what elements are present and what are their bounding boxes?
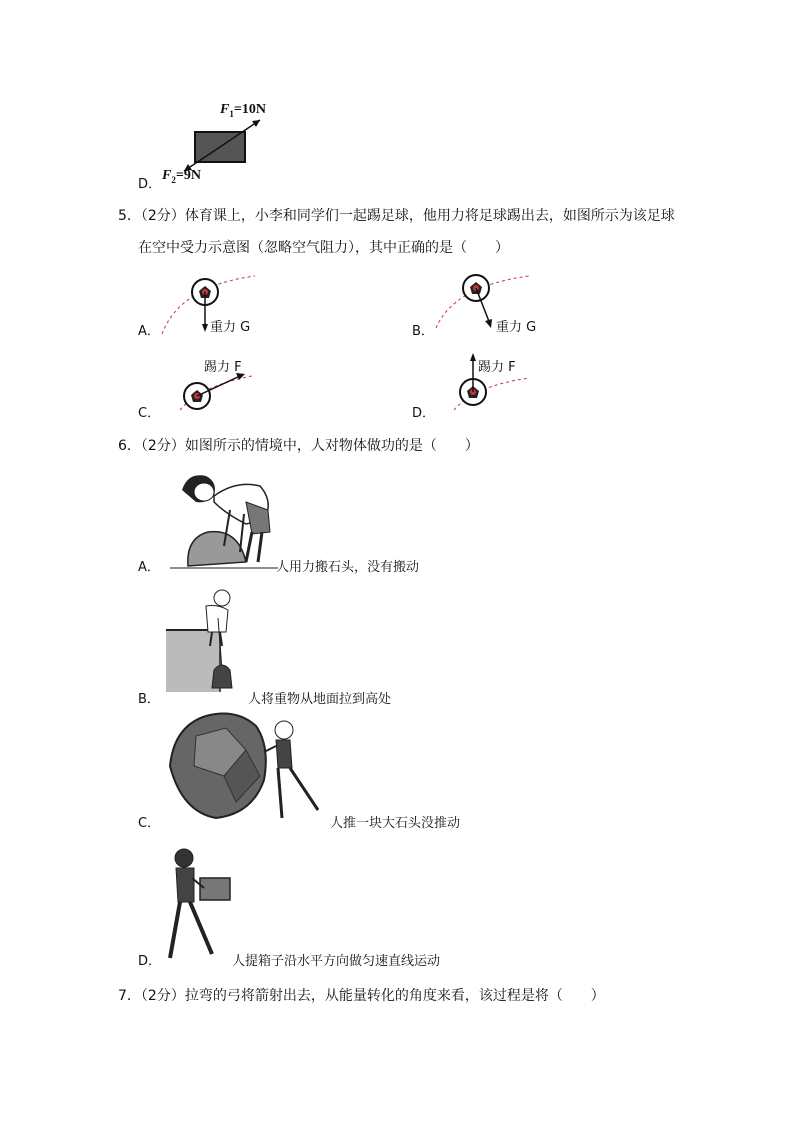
q6-option-b-letter: B． [138, 692, 160, 707]
q5-stem-line1: 5．（2分）体育课上，小李和同学们一起踢足球，他用力将足球踢出去，如图所示为该足球 [118, 208, 675, 224]
person-pushing-boulder-illustration [166, 706, 326, 826]
q6-option-d-caption: 人提箱子沿水平方向做匀速直线运动 [232, 954, 441, 969]
q5-option-c-letter: C． [138, 406, 161, 421]
q5-stem-line2: 在空中受力示意图（忽略空气阻力），其中正确的是（ ） [138, 240, 509, 256]
person-pulling-weight-illustration [166, 586, 246, 696]
f1-label: $F_1=10N$ [220, 102, 266, 119]
person-carrying-box-illustration [164, 846, 244, 966]
q6-option-b-caption: 人将重物从地面拉到高处 [248, 692, 392, 707]
q5-option-d-letter: D． [412, 406, 436, 421]
q6-option-c-letter: C． [138, 816, 161, 831]
q7-stem: 7．（2分）拉弯的弓将箭射出去，从能量转化的角度来看，该过程是将（ ） [118, 988, 605, 1004]
q5-option-a-force-label: 重力 G [210, 320, 251, 335]
q5-option-b-letter: B． [412, 324, 434, 339]
person-lifting-rock-illustration [160, 462, 280, 572]
q6-option-d-letter: D． [138, 954, 162, 969]
q5-option-a-letter: A． [138, 324, 160, 339]
q6-option-a-letter: A． [138, 560, 160, 575]
q5-option-d-force-label: 踢力 F [478, 360, 516, 375]
f2-label: $F_2=9N$ [162, 168, 201, 185]
q4-option-d-figure [162, 98, 302, 188]
q5-option-c-force-label: 踢力 F [204, 360, 242, 375]
q6-option-c-caption: 人推一块大石头没推动 [330, 816, 461, 831]
q6-option-a-caption: 人用力搬石头，没有搬动 [276, 560, 420, 575]
q5-option-b-force-label: 重力 G [496, 320, 537, 335]
q4-option-d-letter: D． [138, 177, 162, 192]
q6-stem: 6．（2分）如图所示的情境中，人对物体做功的是（ ） [118, 438, 479, 454]
